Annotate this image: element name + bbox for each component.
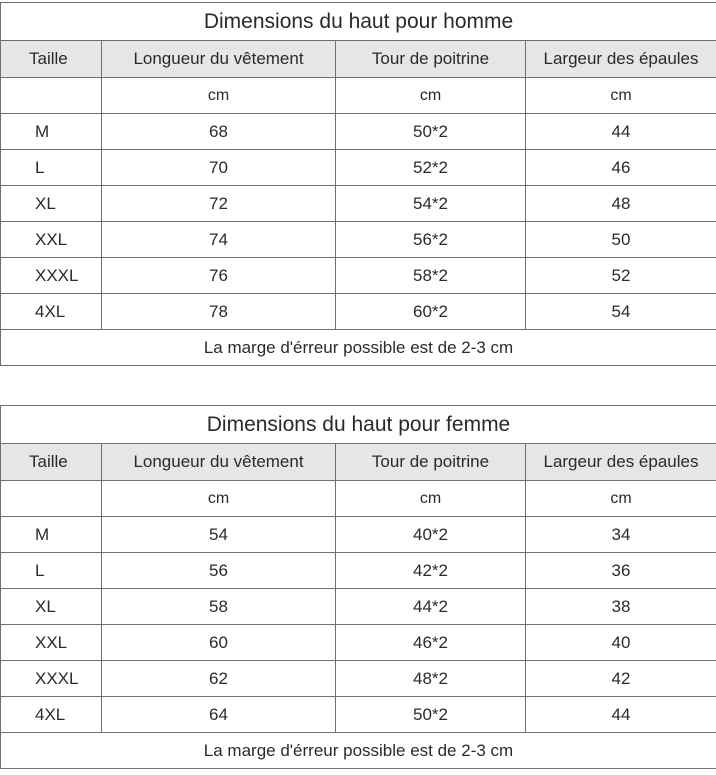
length-cell: 74 — [102, 222, 336, 258]
men-header-size: Taille — [1, 41, 102, 78]
length-cell: 70 — [102, 150, 336, 186]
men-error-note: La marge d'érreur possible est de 2-3 cm — [1, 330, 716, 366]
shoulder-cell: 34 — [526, 517, 716, 553]
size-cell: XL — [1, 186, 102, 222]
men-size-chart — [0, 2, 716, 366]
length-cell: 58 — [102, 589, 336, 625]
size-cell: XXXL — [1, 258, 102, 294]
women-unit-length: cm — [102, 481, 336, 517]
size-cell: M — [1, 517, 102, 553]
table-row — [1, 114, 716, 150]
table-row — [1, 294, 716, 330]
table-row — [1, 258, 716, 294]
size-cell: M — [1, 114, 102, 150]
women-unit-shoulder: cm — [526, 481, 716, 517]
length-cell: 64 — [102, 697, 336, 733]
table-row — [1, 553, 716, 589]
table-row — [1, 150, 716, 186]
chest-cell: 58*2 — [336, 258, 526, 294]
women-header-length: Longueur du vêtement — [102, 444, 336, 481]
men-unit-chest: cm — [336, 78, 526, 114]
table-row — [1, 186, 716, 222]
table-row — [1, 517, 716, 553]
men-unit-row — [1, 78, 716, 114]
men-unit-shoulder: cm — [526, 78, 716, 114]
table-row — [1, 625, 716, 661]
men-header-chest: Tour de poitrine — [336, 41, 526, 78]
size-cell: XXL — [1, 625, 102, 661]
women-error-note: La marge d'érreur possible est de 2-3 cm — [1, 733, 716, 769]
shoulder-cell: 48 — [526, 186, 716, 222]
length-cell: 54 — [102, 517, 336, 553]
table-row — [1, 697, 716, 733]
chest-cell: 48*2 — [336, 661, 526, 697]
length-cell: 78 — [102, 294, 336, 330]
chest-cell: 40*2 — [336, 517, 526, 553]
chest-cell: 42*2 — [336, 553, 526, 589]
size-cell: 4XL — [1, 294, 102, 330]
women-unit-row — [1, 481, 716, 517]
women-unit-chest: cm — [336, 481, 526, 517]
chest-cell: 60*2 — [336, 294, 526, 330]
women-unit-size — [1, 481, 102, 517]
shoulder-cell: 44 — [526, 697, 716, 733]
women-size-chart — [0, 405, 716, 769]
length-cell: 76 — [102, 258, 336, 294]
size-cell: 4XL — [1, 697, 102, 733]
men-unit-size — [1, 78, 102, 114]
length-cell: 62 — [102, 661, 336, 697]
shoulder-cell: 40 — [526, 625, 716, 661]
length-cell: 72 — [102, 186, 336, 222]
women-size-table — [0, 405, 716, 769]
size-cell: XXXL — [1, 661, 102, 697]
chest-cell: 50*2 — [336, 114, 526, 150]
men-unit-length: cm — [102, 78, 336, 114]
women-table-title: Dimensions du haut pour femme — [1, 406, 716, 444]
shoulder-cell: 44 — [526, 114, 716, 150]
shoulder-cell: 38 — [526, 589, 716, 625]
shoulder-cell: 42 — [526, 661, 716, 697]
chest-cell: 44*2 — [336, 589, 526, 625]
length-cell: 60 — [102, 625, 336, 661]
shoulder-cell: 46 — [526, 150, 716, 186]
chest-cell: 54*2 — [336, 186, 526, 222]
women-header-row — [1, 444, 716, 481]
men-header-length: Longueur du vêtement — [102, 41, 336, 78]
chest-cell: 46*2 — [336, 625, 526, 661]
chest-cell: 56*2 — [336, 222, 526, 258]
men-table-title: Dimensions du haut pour homme — [1, 3, 716, 41]
men-size-table — [0, 2, 716, 366]
table-row — [1, 222, 716, 258]
shoulder-cell: 50 — [526, 222, 716, 258]
size-cell: L — [1, 553, 102, 589]
men-header-shoulder: Largeur des épaules — [526, 41, 716, 78]
chest-cell: 52*2 — [336, 150, 526, 186]
men-header-row — [1, 41, 716, 78]
chest-cell: 50*2 — [336, 697, 526, 733]
women-header-chest: Tour de poitrine — [336, 444, 526, 481]
size-cell: XL — [1, 589, 102, 625]
table-row — [1, 589, 716, 625]
length-cell: 68 — [102, 114, 336, 150]
length-cell: 56 — [102, 553, 336, 589]
shoulder-cell: 36 — [526, 553, 716, 589]
size-cell: L — [1, 150, 102, 186]
table-row — [1, 661, 716, 697]
size-cell: XXL — [1, 222, 102, 258]
shoulder-cell: 54 — [526, 294, 716, 330]
women-header-shoulder: Largeur des épaules — [526, 444, 716, 481]
women-header-size: Taille — [1, 444, 102, 481]
shoulder-cell: 52 — [526, 258, 716, 294]
